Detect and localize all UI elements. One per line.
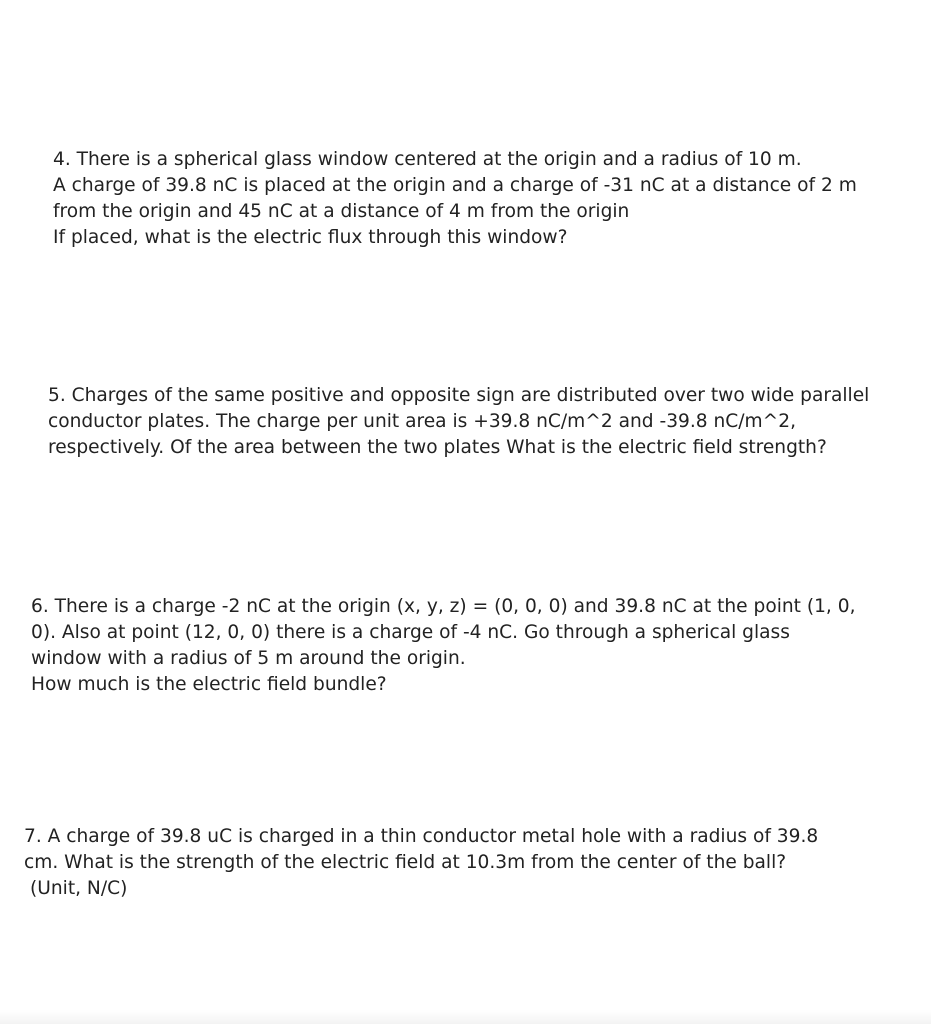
question-4-line: If placed, what is the electric flux through this window? bbox=[53, 227, 568, 248]
question-4-line: A charge of 39.8 nC is placed at the origin and a charge of -31 nC at a distance of 2 m bbox=[53, 175, 857, 196]
question-4 bbox=[53, 147, 857, 251]
question-6-line: 6. There is a charge -2 nC at the origin (x, y, z) = (0, 0, 0) and 39.8 nC at the point (1, 0, bbox=[31, 596, 856, 617]
question-7-line: 7. A charge of 39.8 uC is charged in a thin conductor metal hole with a radius of 39.8 bbox=[24, 826, 819, 847]
question-6-line: How much is the electric field bundle? bbox=[31, 674, 387, 695]
question-7 bbox=[24, 824, 818, 902]
question-7-line: cm. What is the strength of the electric field at 10.3m from the center of the ball? bbox=[24, 852, 787, 873]
question-5 bbox=[48, 383, 869, 461]
question-6 bbox=[31, 594, 856, 698]
question-5-line: respectively. Of the area between the two plates What is the electric field strength? bbox=[48, 437, 827, 458]
question-7-line: (Unit, N/C) bbox=[30, 878, 128, 899]
question-6-line: 0). Also at point (12, 0, 0) there is a charge of -4 nC. Go through a spherical glass bbox=[31, 622, 790, 643]
question-6-line: window with a radius of 5 m around the origin. bbox=[31, 648, 466, 669]
bottom-fade bbox=[0, 1010, 931, 1024]
question-4-line: 4. There is a spherical glass window centered at the origin and a radius of 10 m. bbox=[53, 149, 802, 170]
question-5-line: conductor plates. The charge per unit area is +39.8 nC/m^2 and -39.8 nC/m^2, bbox=[48, 411, 796, 432]
question-5-line: 5. Charges of the same positive and opposite sign are distributed over two wide parallel bbox=[48, 385, 870, 406]
question-4-line: from the origin and 45 nC at a distance of 4 m from the origin bbox=[53, 201, 630, 222]
